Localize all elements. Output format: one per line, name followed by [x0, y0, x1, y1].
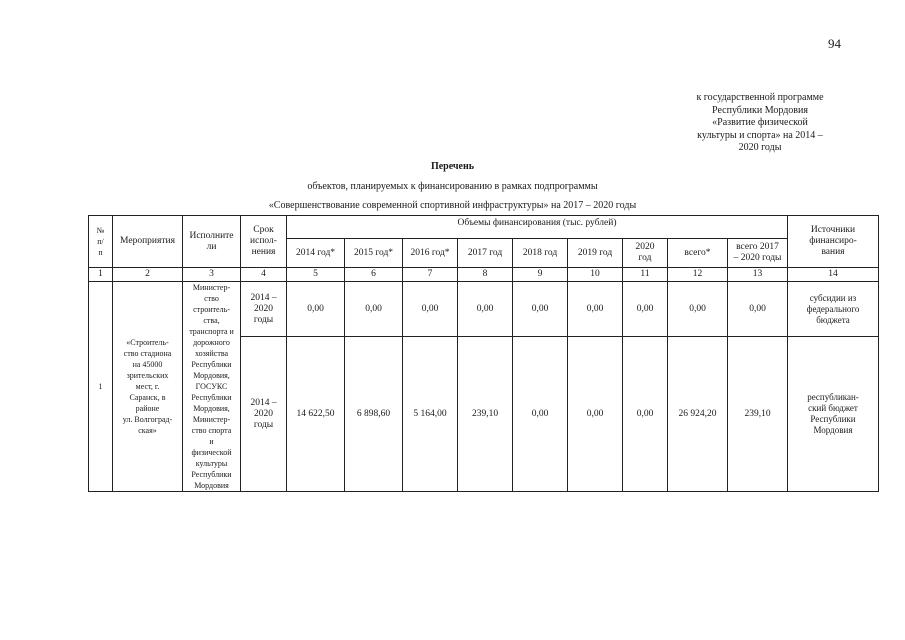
column-number: 9: [513, 268, 568, 282]
value-cell: 0,00: [513, 282, 568, 337]
header-funding-group: Объемы финансирования (тыс. рублей): [287, 216, 788, 239]
table-row: [89, 282, 879, 337]
column-number: 3: [183, 268, 241, 282]
appendix-line: 2020 годы: [738, 142, 782, 153]
header-total-2017-2020: всего 2017 – 2020 годы: [728, 239, 788, 268]
appendix-line: к государственной программе: [696, 92, 824, 103]
column-number: 12: [668, 268, 728, 282]
column-number-row: [89, 268, 879, 282]
page-number: 94: [828, 36, 841, 51]
header-activities: Мероприятия: [113, 216, 183, 268]
header-executor: Исполните ли: [183, 216, 241, 268]
value-cell: 0,00: [623, 337, 668, 492]
header-year: 2019 год: [568, 239, 623, 268]
column-number: 11: [623, 268, 668, 282]
financing-table: [88, 215, 879, 492]
value-cell: 0,00: [513, 337, 568, 492]
value-cell: 0,00: [458, 282, 513, 337]
value-cell: 0,00: [403, 282, 458, 337]
subprogram-title: «Совершенствование современной спортивной инфраструктуры» на 2017 – 2020 годы: [268, 200, 637, 211]
column-number: 10: [568, 268, 623, 282]
header-year: 2014 год*: [287, 239, 345, 268]
header-year: 2015 год*: [345, 239, 403, 268]
document-heading: Перечень: [430, 161, 475, 172]
value-cell: 239,10: [458, 337, 513, 492]
value-cell: 0,00: [568, 282, 623, 337]
header-num: № п/ п: [89, 216, 113, 268]
column-number: 1: [89, 268, 113, 282]
header-total: всего*: [668, 239, 728, 268]
appendix-line: культуры и спорта» на 2014 –: [697, 129, 823, 141]
header-year: 2016 год*: [403, 239, 458, 268]
source-cell: субсидии из федерального бюджета: [788, 282, 879, 337]
value-cell: 5 164,00: [403, 337, 458, 492]
appendix-note: [640, 92, 880, 155]
document-subtitle: объектов, планируемых к финансированию в рамках подпрограммы: [307, 181, 598, 192]
header-year: 2017 год: [458, 239, 513, 268]
value-cell: 0,00: [345, 282, 403, 337]
column-number: 8: [458, 268, 513, 282]
column-number: 13: [728, 268, 788, 282]
term-cell: 2014 – 2020 годы: [241, 282, 287, 337]
header-year-2020: 2020 год: [623, 239, 668, 268]
value-cell: 26 924,20: [668, 337, 728, 492]
value-cell: 0,00: [668, 282, 728, 337]
column-number: 14: [788, 268, 879, 282]
column-number: 4: [241, 268, 287, 282]
value-cell: 239,10: [728, 337, 788, 492]
header-row: [89, 216, 879, 239]
header-year: 2018 год: [513, 239, 568, 268]
value-cell: 14 622,50: [287, 337, 345, 492]
value-cell: 0,00: [728, 282, 788, 337]
appendix-line: Республики Мордовия: [712, 104, 808, 116]
activity-cell: «Строитель- ство стадиона на 45000 зрительских мест, г. Саранск, в районе ул. Волгоград- ская»: [113, 282, 183, 492]
executor-cell: Министер- ство строитель- ства, транспорта и дорожного хозяйства Республики Мордовия, ГОСУКС Республики Мордовия, Министер- ство спорта и физической культуры Республики Мордовия: [183, 282, 241, 492]
value-cell: 0,00: [623, 282, 668, 337]
term-cell: 2014 – 2020 годы: [241, 337, 287, 492]
value-cell: 6 898,60: [345, 337, 403, 492]
column-number: 2: [113, 268, 183, 282]
header-sources: Источники финансиро- вания: [788, 216, 879, 268]
source-cell: республикан- ский бюджет Республики Мордовия: [788, 337, 879, 492]
value-cell: 0,00: [287, 282, 345, 337]
column-number: 7: [403, 268, 458, 282]
row-number: 1: [89, 282, 113, 492]
value-cell: 0,00: [568, 337, 623, 492]
appendix-line: «Развитие физической: [712, 117, 808, 128]
column-number: 5: [287, 268, 345, 282]
column-number: 6: [345, 268, 403, 282]
header-term: Срок испол- нения: [241, 216, 287, 268]
